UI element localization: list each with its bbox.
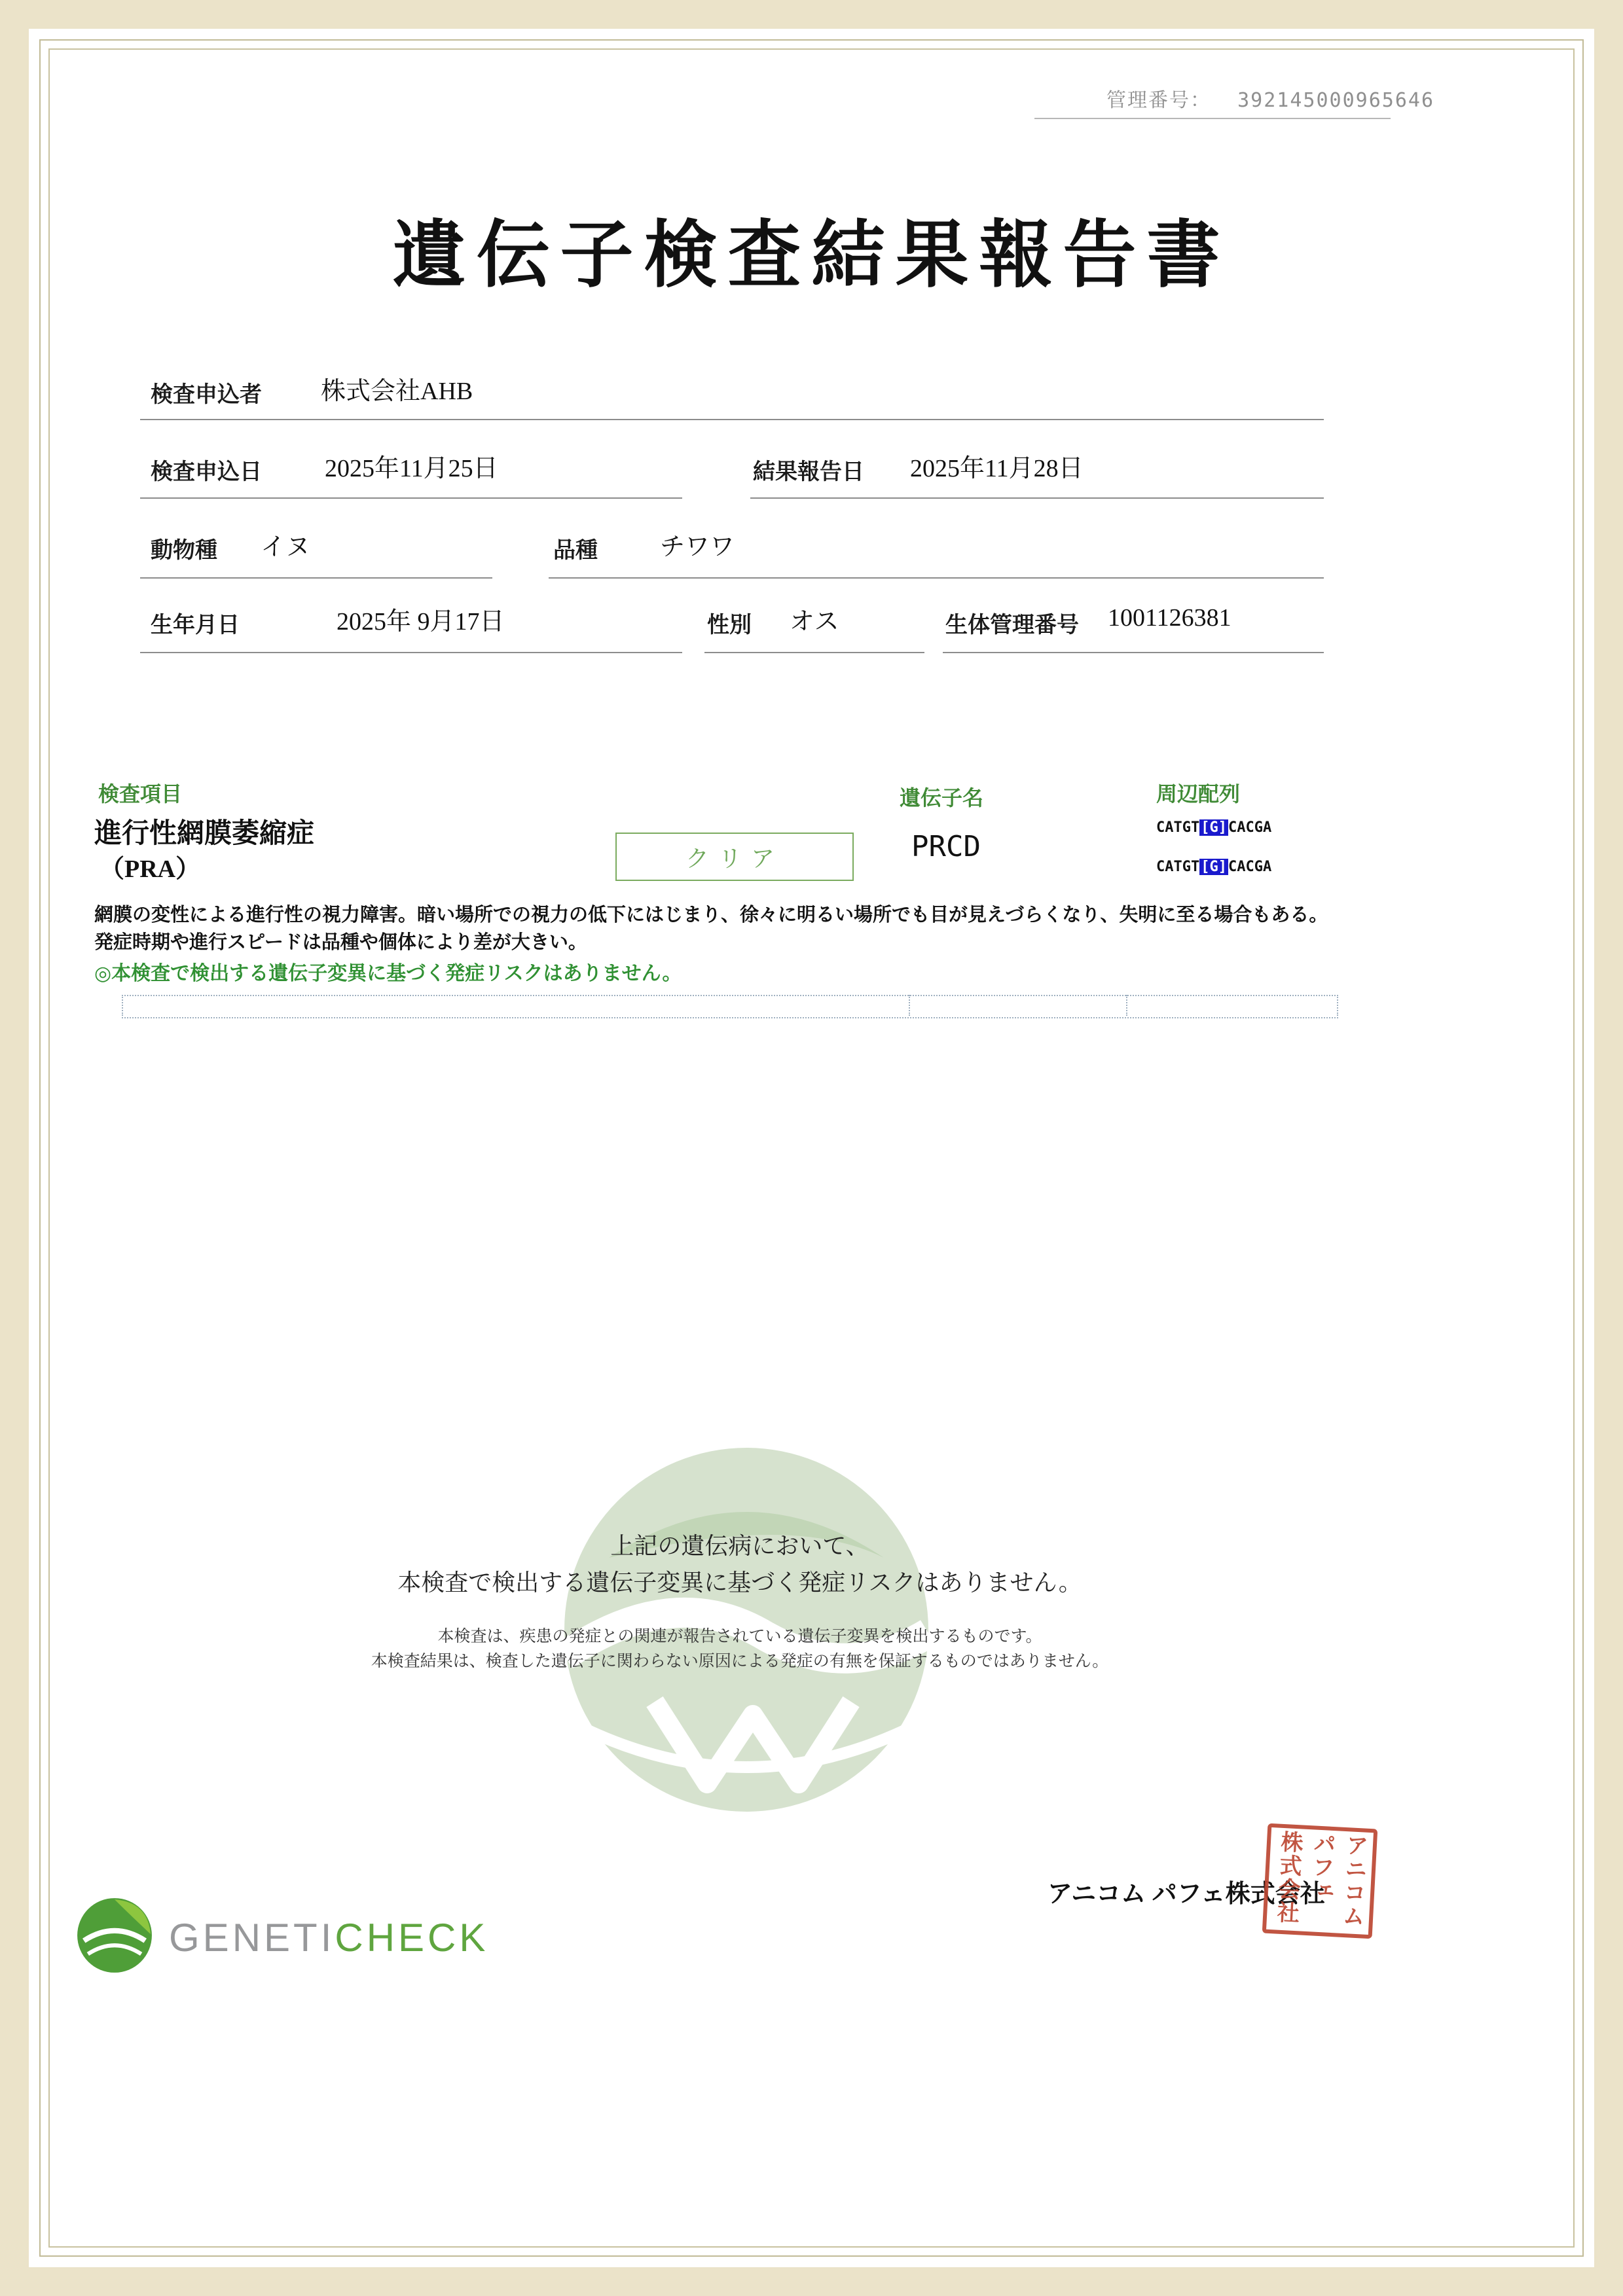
control-number-value: 392145000965646 xyxy=(1237,89,1435,112)
stamp-line-1: アニコム xyxy=(1338,1833,1368,1929)
page-title: 遺伝子検査結果報告書 xyxy=(392,215,1231,296)
seq1-suffix: CACGA xyxy=(1228,819,1272,836)
underline-report-date xyxy=(750,497,1324,499)
result-badge xyxy=(615,833,854,881)
bio-id-label: 生体管理番号 xyxy=(945,613,1079,637)
result-text: クリア xyxy=(685,844,784,872)
gene-name-value: PRCD xyxy=(911,830,981,863)
species-value: イヌ xyxy=(261,533,311,561)
control-number-underline xyxy=(1034,118,1391,119)
control-number-spacer xyxy=(1211,89,1237,112)
wordmark-geneti: GENETI xyxy=(169,1916,335,1960)
risk-note: ◎本検査で検出する遺伝子変異に基づく発症リスクはありません。 xyxy=(94,963,682,984)
sequence-header: 周辺配列 xyxy=(1156,782,1241,806)
stamp-text xyxy=(1268,1829,1372,1933)
underline-apply-date xyxy=(140,497,682,499)
sex-label: 性別 xyxy=(707,613,752,637)
species-label: 動物種 xyxy=(151,539,217,563)
control-number-label: 管理番号： xyxy=(1106,89,1211,112)
underline-applicant xyxy=(140,419,1324,420)
summary-note-1: 本検査は、疾患の発症との関連が報告されている遺伝子変異を検出するものです。 xyxy=(437,1627,1042,1645)
apply-date-value: 2025年11月25日 xyxy=(325,455,498,482)
birth-value: 2025年 9月17日 xyxy=(337,608,505,636)
report-date-label: 結果報告日 xyxy=(753,460,864,484)
stamp-line-2: パフェ xyxy=(1307,1831,1335,1903)
control-number xyxy=(1106,84,1434,113)
geneticheck-wordmark xyxy=(169,1915,488,1960)
disease-name: 進行性網膜萎縮症 xyxy=(94,819,315,849)
stamp-line-3: 株式会社 xyxy=(1273,1829,1302,1926)
sequence-line-2 xyxy=(1156,859,1271,875)
company-seal-stamp xyxy=(1262,1823,1378,1939)
applicant-label: 検査申込者 xyxy=(151,383,262,407)
disease-description-1: 網膜の変性による進行性の視力障害。暗い場所での視力の低下にはじまり、徐々に明るい場所でも目が見えづらくなり、失明に至る場合もある。 xyxy=(94,905,1328,925)
test-item-header: 検査項目 xyxy=(98,782,183,806)
underline-breed xyxy=(549,577,1324,579)
wordmark-check: CHECK xyxy=(335,1916,489,1960)
breed-value: チワワ xyxy=(660,533,735,561)
birth-label: 生年月日 xyxy=(151,613,240,637)
table-divider-seq xyxy=(1126,995,1127,1016)
empty-table-row xyxy=(122,995,1338,1018)
table-divider-right xyxy=(1337,995,1338,1016)
apply-date-label: 検査申込日 xyxy=(151,460,262,484)
seq1-prefix: CATGT xyxy=(1156,819,1200,836)
table-divider-left xyxy=(122,995,123,1016)
disease-description-2: 発症時期や進行スピードは品種や個体により差が大きい。 xyxy=(94,932,587,953)
seq2-suffix: CACGA xyxy=(1228,859,1272,875)
report-date-value: 2025年11月28日 xyxy=(910,455,1084,482)
summary-line-2: 本検査で検出する遺伝子変異に基づく発症リスクはありません。 xyxy=(397,1569,1082,1596)
applicant-value: 株式会社AHB xyxy=(321,378,473,405)
underline-species xyxy=(140,577,492,579)
seq2-prefix: CATGT xyxy=(1156,859,1200,875)
seq1-variant: [G] xyxy=(1201,819,1227,836)
gene-name-header: 遺伝子名 xyxy=(900,786,984,810)
disease-abbreviation: （PRA） xyxy=(100,855,201,883)
underline-sex xyxy=(704,652,924,653)
seq2-variant: [G] xyxy=(1201,859,1227,875)
sex-value: オス xyxy=(790,608,839,636)
underline-bio-id xyxy=(943,652,1324,653)
bio-id-value: 1001126381 xyxy=(1108,604,1231,632)
breed-label: 品種 xyxy=(553,539,598,563)
summary-note-2: 本検査結果は、検査した遺伝子に関わらない原因による発症の有無を保証するものではありません。 xyxy=(371,1652,1109,1670)
table-divider-gene xyxy=(909,995,910,1016)
geneticheck-logo-icon xyxy=(75,1895,155,1975)
company-name: アニコム パフェ株式会社 xyxy=(1048,1880,1325,1908)
sequence-line-1 xyxy=(1156,819,1271,836)
underline-birth xyxy=(140,652,682,653)
summary-line-1: 上記の遺伝病において、 xyxy=(610,1532,869,1559)
